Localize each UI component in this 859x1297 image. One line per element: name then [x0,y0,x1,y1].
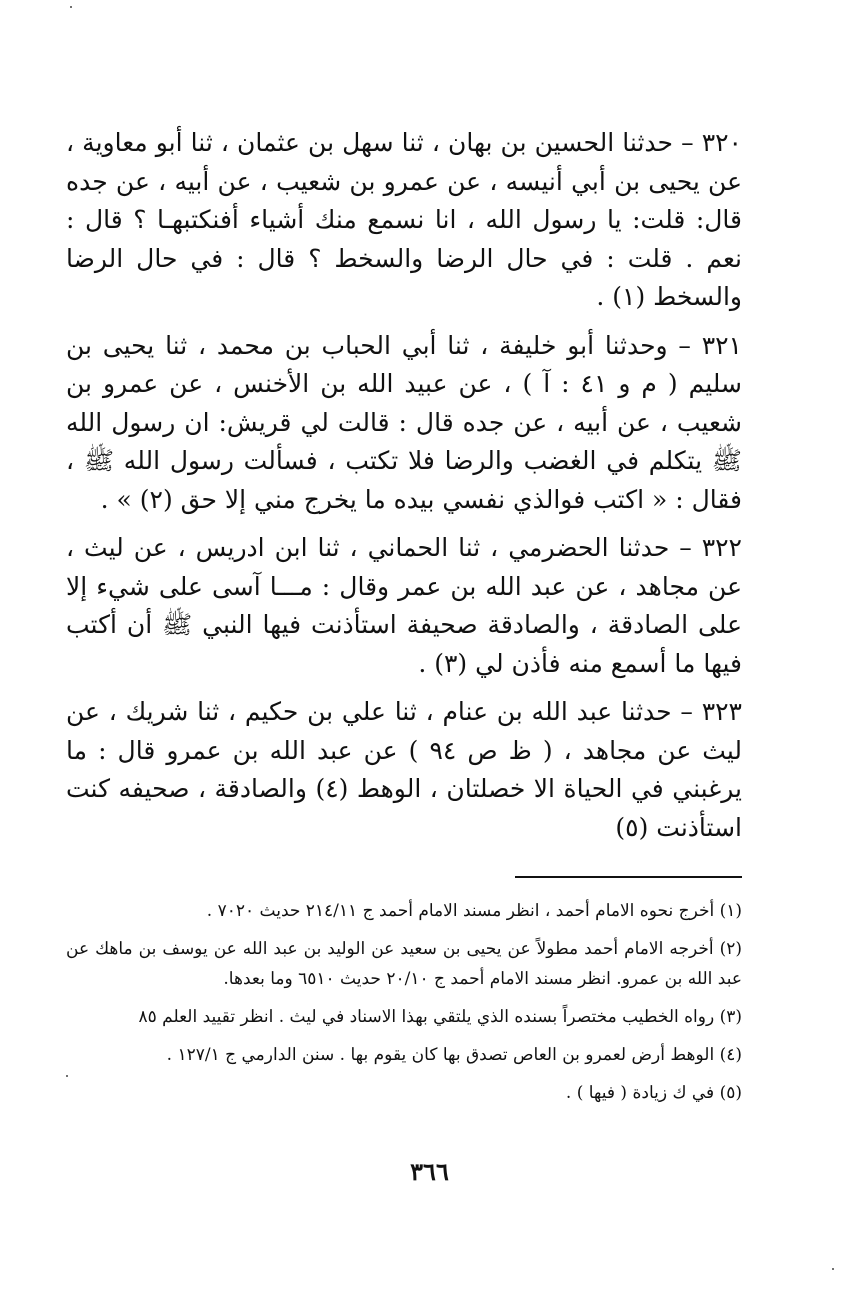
page-number: ٣٦٦ [410,1157,449,1186]
scan-speck [66,1075,68,1077]
footnotes [66,896,742,1116]
footnote-5: (٥) في ك زيادة ( فيها ) . [565,1083,742,1103]
hadith-323: ٣٢٣ – حدثنا عبد الله بن عنام ، ثنا علي بن حكيم ، ثنا شريك ، عن ليث عن مجاهد ، ( ظ ص ٩٤ ) عن عبد الله بن عمرو قال : ما يرغبني في الحياة الا خصلتان ، الوهط (٤) والصادقة ، صحيفه كنت استأذنت (٥) [66,697,743,842]
footnote-3: (٣) رواه الخطيب مختصراً بسنده الذي يلتقي بهذا الاسناد في ليث . انظر تقييد العلم ٨٥ [138,1007,742,1027]
footnote-2: (٢) أخرجه الامام أحمد مطولاً عن يحيى بن سعيد عن الوليد بن عبد الله عن يوسف بن ماهك عن عبد الله بن عمرو. انظر مسند الامام أحمد ج ٢٠/١٠ حديث ٦٥١٠ وما بعدها. [66,939,742,989]
hadith-321: ٣٢١ – وحدثنا أبو خليفة ، ثنا أبي الحباب بن محمد ، ثنا يحيى بن سليم ( م و ٤١ : آ ) ، عن عبيد الله بن الأخنس ، عن عمرو بن شعيب ، عن أبيه ، عن جده قال : قالت لي قريش: ان رسول الله ﷺ يتكلم في الغضب والرضا فلا تكتب ، فسألت رسول الله ﷺ ، فقال : « اكتب فوالذي نفسي بيده ما يخرج مني إلا حق (٢) » . [66,330,743,514]
footnote-4: (٤) الوهط أرض لعمرو بن العاص تصدق بها كان يقوم بها . سنن الدارمي ج ١٢٧/١ . [166,1045,742,1065]
scan-speck [70,6,72,8]
hadith-320: ٣٢٠ – حدثنا الحسين بن بهان ، ثنا سهل بن عثمان ، ثنا أبو معاوية ، عن يحيى بن أبي أنيسه ، عن عمرو بن شعيب ، عن أبيه ، عن جده قال: قلت: يا رسول الله ، انا نسمع منك أشياء أفنكتبهـا ؟ قال : نعم . قلت : في حال الرضا والسخط ؟ قال : في حال الرضا والسخط (١) . [66,128,742,311]
hadith-322: ٣٢٢ – حدثنا الحضرمي ، ثنا الحماني ، ثنا ابن ادريس ، عن ليث ، عن مجاهد ، عن عبد الله بن عمر وقال : مـــا آسى على شيء إلا على الصادقة ، والصادقة صحيفة استأذنت فيها النبي ﷺ أن أكتب فيها ما أسمع منه فأذن لي (٣) . [66,533,742,678]
footnote-divider [515,876,742,878]
scan-speck [832,1268,834,1270]
footnote-1: (١) أخرج نحوه الامام أحمد ، انظر مسند الامام أحمد ج ٢١٤/١١ حديث ٧٠٢٠ . [206,901,742,921]
main-text [66,124,742,857]
